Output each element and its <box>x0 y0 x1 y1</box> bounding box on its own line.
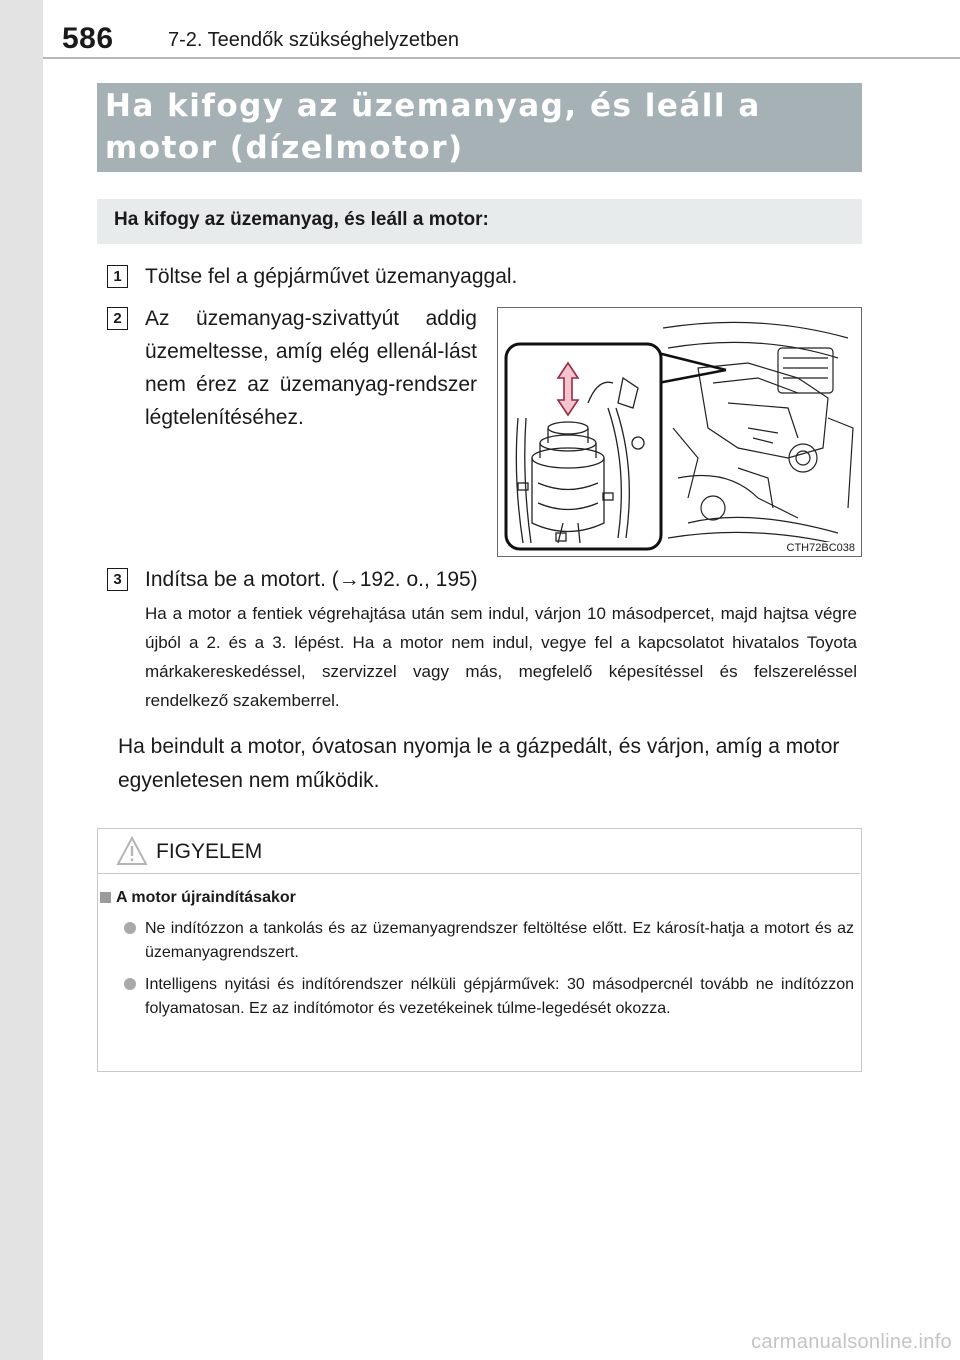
caution-heading-text: A motor újraindításakor <box>116 889 296 906</box>
caution-header <box>98 829 860 874</box>
caution-bullet-1-text: Ne indítózzon a tankolás és az üzemanyagrendszer feltöltése előtt. Ez károsít-hatja a motort és az üzemanyagrendszert. <box>145 920 854 961</box>
bullet-dot-icon <box>124 922 136 934</box>
caution-bullet-2 <box>124 973 854 1021</box>
caution-bullet-2-text: Intelligens nyitási és indítórendszer nélküli gépjárművek: 30 másodpercnél tovább ne indítózzon folyamatosan. Ez az indítómotor és vezetékeinek túlme-legedését okozza. <box>145 976 854 1017</box>
step-number-2: 2 <box>107 307 128 330</box>
section-title: Ha kifogy az üzemanyag, és leáll a motor (dízelmotor) <box>105 88 761 166</box>
step-1-text: Töltse fel a gépjárművet üzemanyaggal. <box>145 265 518 288</box>
footer-watermark: carmanualsonline.info <box>751 1331 952 1353</box>
step-number-1: 1 <box>107 265 128 288</box>
subsection-band <box>97 199 862 244</box>
result-paragraph: Ha beindult a motor, óvatosan nyomja le a gázpedált, és várjon, amíg a motor egyenletesen nem működik. <box>118 735 840 792</box>
figure-code: CTH72BC038 <box>786 542 855 554</box>
warning-triangle-icon <box>116 836 148 871</box>
chapter-title: 7-2. Teendők szükséghelyzetben <box>168 29 459 51</box>
header-divider <box>43 57 960 59</box>
square-bullet-icon <box>100 892 111 903</box>
engine-bay-drawing <box>498 308 860 555</box>
fuel-pump-illustration <box>497 307 862 557</box>
bullet-dot-icon <box>124 978 136 990</box>
page-number: 586 <box>62 22 114 55</box>
caution-bullet-1 <box>124 917 854 965</box>
section-title-band <box>97 83 862 172</box>
caution-heading <box>100 889 296 907</box>
step-3-note: Ha a motor a fentiek végrehajtása után sem indul, várjon 10 másodpercet, majd hajtsa végre újból a 2. és a 3. lépést. Ha a motor nem indul, vegye fel a kapcsolatot hivatalos Toyota márkakereskedéssel, szervizzel vagy más, megfelelő képesítéssel és felszereléssel rendelkező szakemberrel. <box>145 604 857 710</box>
left-margin-strip <box>0 0 43 1360</box>
step-2-text: Az üzemanyag-szivattyút addig üzemeltesse, amíg elég ellenál-lást nem érez az üzemanyag-rendszer légtelenítéséhez. <box>145 307 477 429</box>
caution-box <box>97 828 862 1072</box>
step-3-text: Indítsa be a motort. (→192. o., 195) <box>145 568 478 591</box>
caution-label: FIGYELEM <box>156 840 263 863</box>
subsection-title: Ha kifogy az üzemanyag, és leáll a motor: <box>114 209 489 230</box>
step-number-3: 3 <box>107 568 128 591</box>
